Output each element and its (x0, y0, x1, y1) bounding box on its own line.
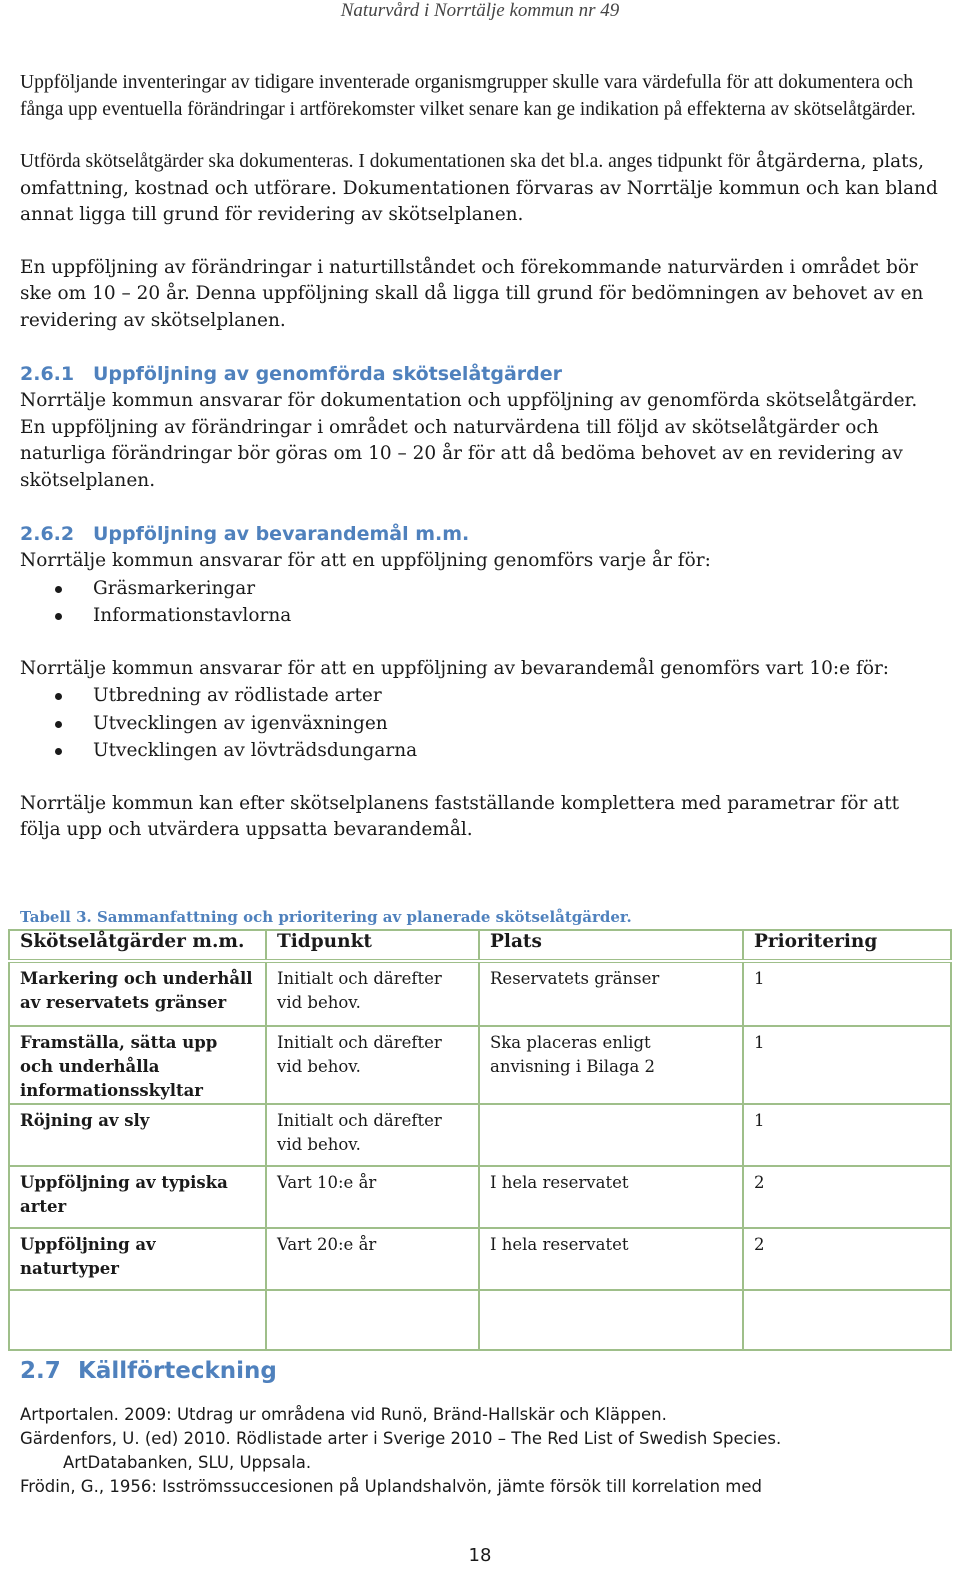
table-cell: Uppföljning av naturtyper (9, 1228, 266, 1290)
bullet-icon (55, 721, 62, 728)
section-title: Källförteckning (78, 1358, 277, 1384)
table-cell: 1 (743, 961, 951, 1026)
table-row (9, 1228, 951, 1290)
section-number: 2.6.2 (20, 523, 75, 545)
table-cell: Initialt och därefter vid behov. (266, 961, 479, 1026)
list-item: Utvecklingen av igenväxningen (20, 710, 942, 738)
paragraph-followup-inventories: Uppföljande inventeringar av tidigare inventerade organismgrupper skulle vara värdefulla för att dokumentera och fånga upp eventuella förändringar i artförekomster vilket senare kan ge indikation på effekterna av skötselåtgärder. (20, 72, 916, 120)
table-row (9, 1026, 951, 1104)
paragraph-documentation-part1: Utförda skötselåtgärder ska dokumenteras. I dokumentationen ska det bl.a. anges tidpunkt för (20, 151, 750, 172)
table-row-empty (9, 1290, 951, 1350)
table-cell: Röjning av sly (9, 1104, 266, 1166)
paragraph-documentation-part2: åtgärderna, plats, omfattning, kostnad och utförare. Dokumentationen förvaras av Norrtälje kommun och kan bland annat ligga till grund för revidering av skötselplanen. (20, 151, 938, 225)
table-cell: 2 (743, 1228, 951, 1290)
section-heading-2-6-2 (20, 520, 942, 548)
section-title: Uppföljning av bevarandemål m.m. (93, 523, 470, 545)
section-number: 2.6.1 (20, 363, 75, 385)
table-cell: Markering och underhåll av reservatets gränser (9, 961, 266, 1026)
bullet-icon (55, 613, 62, 620)
reference-item: Frödin, G., 1956: Isströmssuccesionen på Uplandshalvön, jämte försök till korrelation med (20, 1477, 762, 1496)
paragraph-natural-state-followup: En uppföljning av förändringar i naturtillståndet och förekommande naturvärden i området bör ske om 10 – 20 år. Denna uppföljning skall då ligga till grund för bedömningen av behovet av en revidering av skötselplanen. (20, 256, 924, 331)
reference-item: Gärdenfors, U. (ed) 2010. Rödlistade arter i Sverige 2010 – The Red List of Swedish Species. (20, 1429, 782, 1448)
table-caption: Tabell 3. Sammanfattning och prioritering av planerade skötselåtgärder. (20, 908, 632, 926)
paragraph-responsibility: Norrtälje kommun ansvarar för dokumentation och uppföljning av genomförda skötselåtgärder. En uppföljning av förändringar i området och naturvärdena till följd av skötselåtgärder och naturliga förändringar bör göras om 10 – 20 år för att då bedöma behovet av en revidering av skötselplanen. (20, 390, 918, 491)
column-header: Skötselåtgärder m.m. (9, 930, 266, 961)
section-number: 2.7 (20, 1358, 61, 1384)
paragraph-yearly-followup: Norrtälje kommun ansvarar för att en uppföljning genomförs varje år för: (20, 550, 711, 571)
table-cell: Initialt och därefter vid behov. (266, 1104, 479, 1166)
table-cell (479, 1290, 743, 1350)
column-header: Tidpunkt (266, 930, 479, 961)
measures-table (8, 929, 952, 1351)
list-item: Utvecklingen av lövträdsdungarna (20, 737, 942, 765)
bullet-icon (55, 693, 62, 700)
running-header: Naturvård i Norrtälje kommun nr 49 (340, 0, 620, 21)
reference-item: Artportalen. 2009: Utdrag ur områdena vid Runö, Bränd-Hallskär och Kläppen. (20, 1405, 667, 1424)
table-cell (743, 1290, 951, 1350)
table-row (9, 1166, 951, 1228)
decadal-followup-list (20, 682, 942, 765)
references-section (20, 1353, 942, 1499)
section-title: Uppföljning av genomförda skötselåtgärder (93, 363, 562, 385)
table-cell: Ska placeras enligt anvisning i Bilaga 2 (479, 1026, 743, 1104)
table-cell (266, 1290, 479, 1350)
table-cell (9, 1290, 266, 1350)
list-item: Informationstavlorna (20, 602, 942, 630)
table-row (9, 1104, 951, 1166)
section-heading-2-7 (20, 1353, 942, 1389)
table-cell: Uppföljning av typiska arter (9, 1166, 266, 1228)
column-header: Prioritering (743, 930, 951, 961)
paragraph-decadal-followup: Norrtälje kommun ansvarar för att en uppföljning av bevarandemål genomförs vart 10:e för: (20, 657, 890, 679)
page-number: 18 (468, 1545, 492, 1566)
table-cell: 2 (743, 1166, 951, 1228)
table-cell: Framställa, sätta upp och underhålla informationsskyltar (9, 1026, 266, 1104)
table-header-row (9, 930, 951, 961)
body-text (20, 70, 942, 870)
paragraph-parameters: Norrtälje kommun kan efter skötselplanens fastställande komplettera med parametrar för att följa upp och utvärdera uppsatta bevarandemål. (20, 792, 900, 840)
table-cell (479, 1104, 743, 1166)
table-cell: Initialt och därefter vid behov. (266, 1026, 479, 1104)
bullet-icon (55, 748, 62, 755)
table-cell: 1 (743, 1026, 951, 1104)
section-heading-2-6-1 (20, 360, 942, 388)
paragraph-documentation (20, 149, 942, 229)
table-cell: I hela reservatet (479, 1166, 743, 1228)
bullet-icon (55, 586, 62, 593)
table-cell: 1 (743, 1104, 951, 1166)
reference-item-continued: ArtDatabanken, SLU, Uppsala. (63, 1453, 312, 1472)
table-cell: Reservatets gränser (479, 961, 743, 1026)
table-cell: Vart 20:e år (266, 1228, 479, 1290)
table-cell: I hela reservatet (479, 1228, 743, 1290)
list-item: Gräsmarkeringar (20, 575, 942, 603)
yearly-followup-list (20, 575, 942, 630)
list-item: Utbredning av rödlistade arter (20, 682, 942, 710)
table-cell: Vart 10:e år (266, 1166, 479, 1228)
column-header: Plats (479, 930, 743, 961)
table-row (9, 961, 951, 1026)
